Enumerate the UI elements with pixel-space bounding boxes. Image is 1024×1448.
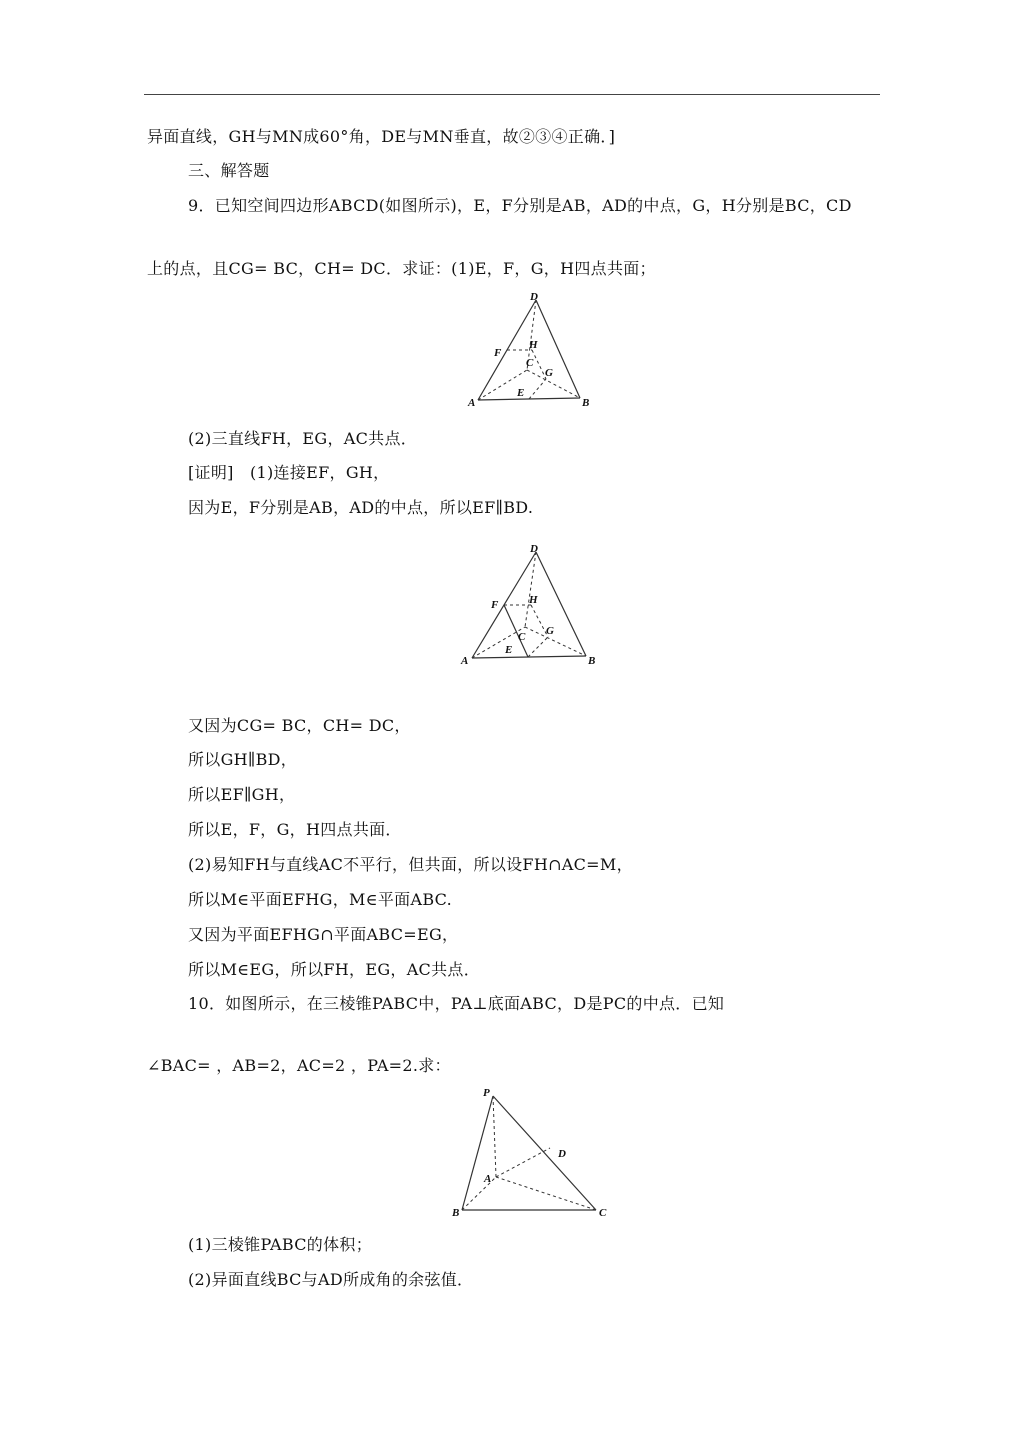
- proof-line-6: 所以E，F，G，H四点共面．: [188, 820, 402, 839]
- segment-ad: [496, 1148, 550, 1177]
- label-g: G: [546, 625, 554, 637]
- text-line-1: 异面直线，GH与MN成60°角，DE与MN垂直，故②③④正确．]: [147, 127, 616, 146]
- label-d: D: [530, 543, 538, 555]
- label-a: A: [461, 655, 469, 667]
- segment-eg: [529, 379, 546, 399]
- proof-line-3: 又因为CG= BC，CH= DC，: [188, 716, 411, 735]
- proof-line-2: 因为E，F分别是AB，AD的中点，所以EF∥BD.: [188, 498, 534, 517]
- label-h: H: [529, 339, 538, 351]
- problem-9-line-2: 上的点，且CG= BC，CH= DC．求证：(1)E，F，G，H四点共面；: [147, 259, 656, 278]
- segment-hg: [532, 350, 546, 379]
- figure-triangular-pyramid: [446, 1082, 616, 1222]
- label-a: A: [468, 397, 476, 409]
- proof-line-8: 所以M∈平面EFHG，M∈平面ABC.: [188, 890, 453, 909]
- label-c: C: [599, 1207, 607, 1219]
- label-e: E: [517, 387, 525, 399]
- label-d: D: [530, 291, 538, 303]
- proof-line-5: 所以EF∥GH，: [188, 785, 296, 804]
- header-rule: [144, 94, 880, 95]
- label-e: E: [505, 644, 513, 656]
- edge-dc: [525, 552, 536, 627]
- proof-line-1: [证明] (1)连接EF，GH，: [188, 463, 390, 482]
- figure-tetrahedron-2: [452, 536, 602, 670]
- label-f: F: [491, 599, 499, 611]
- section-heading: 三、解答题: [188, 161, 270, 180]
- problem-10-line-1: 10．如图所示，在三棱锥PABC中，PA⊥底面ABC，D是PC的中点．已知: [188, 994, 725, 1013]
- label-f: F: [494, 347, 502, 359]
- problem-10-part-2: (2)异面直线BC与AD所成角的余弦值．: [188, 1270, 474, 1289]
- proof-line-4: 所以GH∥BD，: [188, 750, 298, 769]
- label-a: A: [484, 1173, 492, 1185]
- label-p: P: [483, 1087, 490, 1099]
- edge-cb: [525, 627, 586, 656]
- problem-10-part-1: (1)三棱锥PABC的体积；: [188, 1235, 373, 1254]
- problem-10-line-2: ∠BAC= ，AB=2，AC=2 ，PA=2.求：: [147, 1056, 451, 1075]
- label-c: C: [518, 631, 526, 643]
- segment-eg: [528, 637, 548, 657]
- label-d: D: [558, 1148, 566, 1160]
- label-c: C: [526, 357, 534, 369]
- label-b: B: [452, 1207, 460, 1219]
- problem-9-part-2: (2)三直线FH，EG，AC共点．: [188, 429, 418, 448]
- proof-line-9: 又因为平面EFHG∩平面ABC=EG，: [188, 925, 459, 944]
- label-h: H: [529, 594, 538, 606]
- figure-tetrahedron-1: [460, 288, 600, 412]
- edge-cb: [527, 370, 580, 398]
- edge-pa: [493, 1096, 496, 1177]
- label-g: G: [545, 367, 553, 379]
- edge-pc: [493, 1096, 596, 1210]
- problem-9-line-1: 9．已知空间四边形ABCD(如图所示)，E，F分别是AB，AD的中点，G，H分别是BC，CD: [188, 196, 852, 215]
- proof-line-7: (2)易知FH与直线AC不平行，但共面，所以设FH∩AC=M，: [188, 855, 633, 874]
- proof-line-10: 所以M∈EG，所以FH，EG，AC共点．: [188, 960, 481, 979]
- edge-db: [536, 552, 586, 656]
- edge-pb: [462, 1096, 493, 1210]
- label-b: B: [588, 655, 596, 667]
- label-b: B: [582, 397, 590, 409]
